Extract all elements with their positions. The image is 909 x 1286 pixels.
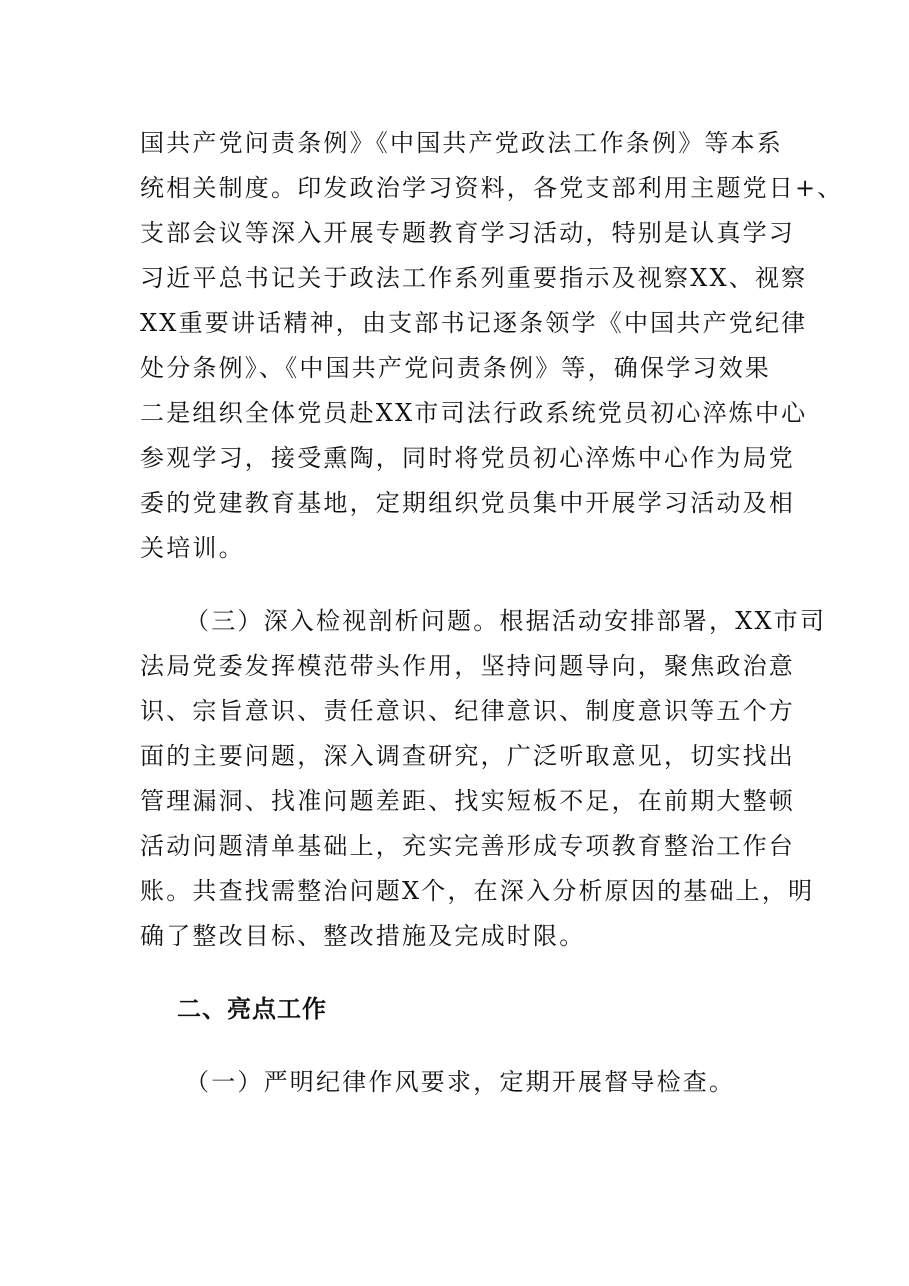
text-line: 统相关制度。印发政治学习资料，各党支部利用主题党日+、 — [140, 174, 844, 202]
text-line: （一）严明纪律作风要求，定期开展督导检查。 — [185, 1068, 736, 1096]
text-line: 识、宗旨意识、责任意识、纪律意识、制度意识等五个方 — [140, 697, 795, 725]
text-line: 确了整改目标、整改措施及完成时限。 — [140, 922, 586, 950]
text-line: 管理漏洞、找准问题差距、找实短板不足，在前期大整顿 — [140, 787, 795, 815]
text-line: 委的党建教育基地，定期组织党员集中开展学习活动及相 — [140, 489, 795, 517]
text-line: 国共产党问责条例》《中国共产党政法工作条例》等本系 — [140, 129, 783, 157]
text-line: XX重要讲话精神，由支部书记逐条领学《中国共产党纪律 — [140, 309, 808, 337]
text-line: 参观学习，接受熏陶，同时将党员初心淬炼中心作为局党 — [140, 444, 795, 472]
text-line: 处分条例》、《中国共产党问责条例》等，确保学习效果 — [140, 354, 771, 382]
text-line: 习近平总书记关于政法工作系列重要指示及视察XX、视察 — [140, 264, 808, 292]
text-line: 支部会议等深入开展专题教育学习活动，特别是认真学习 — [140, 219, 795, 247]
text-line: 法局党委发挥模范带头作用，坚持问题导向，聚焦政治意 — [140, 652, 795, 680]
section-heading: 二、亮点工作 — [177, 995, 327, 1023]
text-line: 活动问题清单基础上，充实完善形成专项教育整治工作台 — [140, 832, 795, 860]
text-line: 二是组织全体党员赴XX市司法行政系统党员初心淬炼中心 — [140, 399, 808, 427]
text-line: 面的主要问题，深入调查研究，广泛听取意见，切实找出 — [140, 742, 795, 770]
text-line: 关培训。 — [140, 534, 245, 562]
text-line: （三）深入检视剖析问题。根据活动安排部署，XX市司 — [185, 607, 827, 635]
text-line: 账。共查找需整治问题X个，在深入分析原因的基础上，明 — [140, 877, 815, 905]
